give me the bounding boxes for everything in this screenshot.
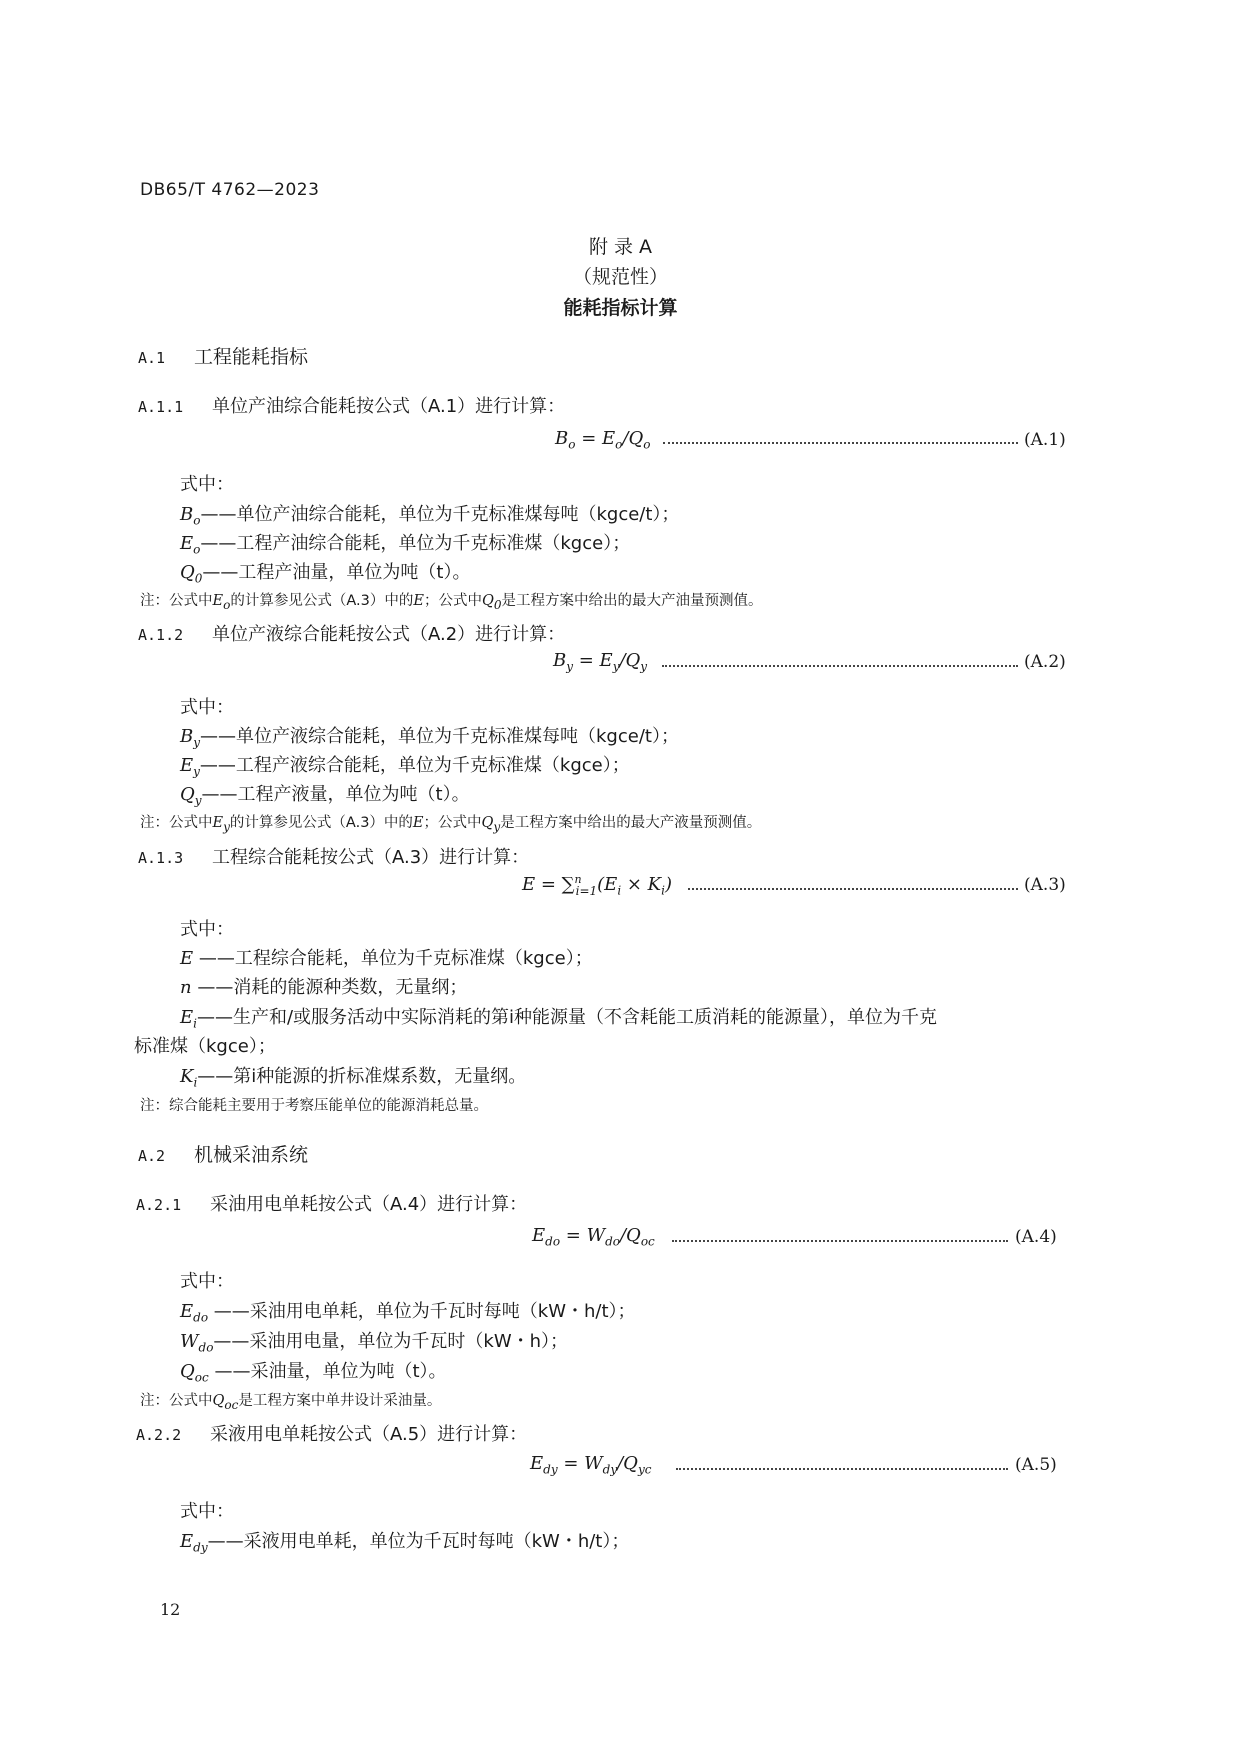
equation-number: (A.4) <box>1015 1227 1057 1247</box>
clause-number: A.1.3 <box>138 849 184 867</box>
where-label: 式中： <box>180 919 234 940</box>
clause-a2-1 <box>136 1190 527 1216</box>
definition-continuation: 标准煤（kgce）； <box>134 1036 276 1057</box>
definition-line: $Q_y——$工程产液量，单位为吨（t）。 <box>180 784 470 808</box>
definition-line: $E_o——$工程产油综合能耗，单位为千克标准煤（kgce）； <box>180 533 631 557</box>
where-label: 式中： <box>180 1271 234 1292</box>
definition-line: $W_{do}——$采油用电量，单位为千瓦时（kW・h）； <box>180 1331 569 1355</box>
definition-line: $Q_{oc}$ ——采油量，单位为吨（t）。 <box>180 1361 447 1385</box>
leader-dots <box>662 665 1018 667</box>
where-label: 式中： <box>180 697 234 718</box>
note: 注：综合能耗主要用于考察压能单位的能源消耗总量。 <box>140 1098 488 1114</box>
clause-a2-2 <box>136 1420 527 1446</box>
section-heading-a2 <box>138 1140 308 1167</box>
formula-a3: $E = \sum^n_{i=1}(E_i \times K_i)$ <box>522 873 673 898</box>
page-number: 12 <box>160 1600 181 1619</box>
definition-line: $E_y——$工程产液综合能耗，单位为千克标准煤（kgce）； <box>180 755 630 779</box>
document-code: DB65/T 4762—2023 <box>140 180 320 200</box>
appendix-nature: （规范性） <box>572 266 668 288</box>
clause-number: A.2.2 <box>136 1426 182 1444</box>
clause-text: 单位产液综合能耗按公式（A.2）进行计算： <box>212 624 566 645</box>
where-label: 式中： <box>180 474 234 495</box>
definition-line: $B_y——$单位产液综合能耗，单位为千克标准煤每吨（kgce/t）； <box>180 726 679 750</box>
clause-text: 工程综合能耗按公式（A.3）进行计算： <box>212 847 530 868</box>
section-heading-a1 <box>138 342 308 369</box>
definition-line: $K_i——$第i种能源的折标准煤系数，无量纲。 <box>180 1066 527 1090</box>
clause-number: A.2.1 <box>136 1196 182 1214</box>
leader-dots <box>676 1468 1008 1470</box>
section-title: 工程能耗指标 <box>194 346 309 368</box>
section-number: A.2 <box>138 1147 166 1165</box>
appendix-name: 能耗指标计算 <box>563 297 678 319</box>
equation-number: (A.1) <box>1024 430 1066 450</box>
formula-a5: $E_{dy} = W_{dy}/Q_{yc}$ <box>530 1453 652 1477</box>
where-label: 式中： <box>180 1501 234 1522</box>
section-title: 机械采油系统 <box>194 1144 309 1166</box>
equation-number: (A.5) <box>1015 1455 1057 1475</box>
appendix-title: 附 录 A <box>588 236 653 258</box>
formula-a2: $B_y = E_y/Q_y$ <box>553 650 648 674</box>
definition-line: n ——消耗的能源种类数，无量纲； <box>180 977 468 998</box>
definition-line: E ——工程综合能耗，单位为千克标准煤（kgce）； <box>180 948 593 969</box>
leader-dots <box>688 888 1018 890</box>
equation-number: (A.2) <box>1024 652 1066 672</box>
section-number: A.1 <box>138 349 166 367</box>
equation-number: (A.3) <box>1024 875 1066 895</box>
definition-line: $E_i——$生产和/或服务活动中实际消耗的第i种能源量（不含耗能工质消耗的能源量），单位为千克 <box>180 1007 938 1031</box>
formula-a1: $B_o = E_o/Q_o$ <box>555 428 651 452</box>
clause-number: A.1.1 <box>138 398 184 416</box>
clause-text: 采液用电单耗按公式（A.5）进行计算： <box>210 1424 528 1445</box>
note: 注：公式中$E_o$的计算参见公式（A.3）中的E；公式中$Q_0$是工程方案中给出的最大产油量预测值。 <box>140 593 763 612</box>
clause-text: 采油用电单耗按公式（A.4）进行计算： <box>210 1194 528 1215</box>
clause-a1-3 <box>138 843 529 869</box>
leader-dots <box>672 1240 1008 1242</box>
clause-a1-2 <box>138 620 565 646</box>
clause-a1-1 <box>138 392 565 418</box>
clause-number: A.1.2 <box>138 626 184 644</box>
clause-text: 单位产油综合能耗按公式（A.1）进行计算： <box>212 396 566 417</box>
definition-line: $E_{dy}——$采液用电单耗，单位为千瓦时每吨（kW・h/t）； <box>180 1531 630 1555</box>
definition-line: $B_o——$单位产油综合能耗，单位为千克标准煤每吨（kgce/t）； <box>180 504 680 528</box>
definition-line: $E_{do}$ ——采油用电单耗，单位为千瓦时每吨（kW・h/t）； <box>180 1301 636 1325</box>
formula-a4: $E_{do} = W_{do}/Q_{oc}$ <box>532 1225 655 1249</box>
note: 注：公式中$Q_{oc}$是工程方案中单井设计采油量。 <box>140 1393 442 1412</box>
definition-line: $Q_0——$工程产油量，单位为吨（t）。 <box>180 562 471 586</box>
leader-dots <box>663 442 1018 444</box>
note: 注：公式中$E_y$的计算参见公式（A.3）中的E；公式中$Q_y$是工程方案中给出的最大产液量预测值。 <box>140 815 762 834</box>
